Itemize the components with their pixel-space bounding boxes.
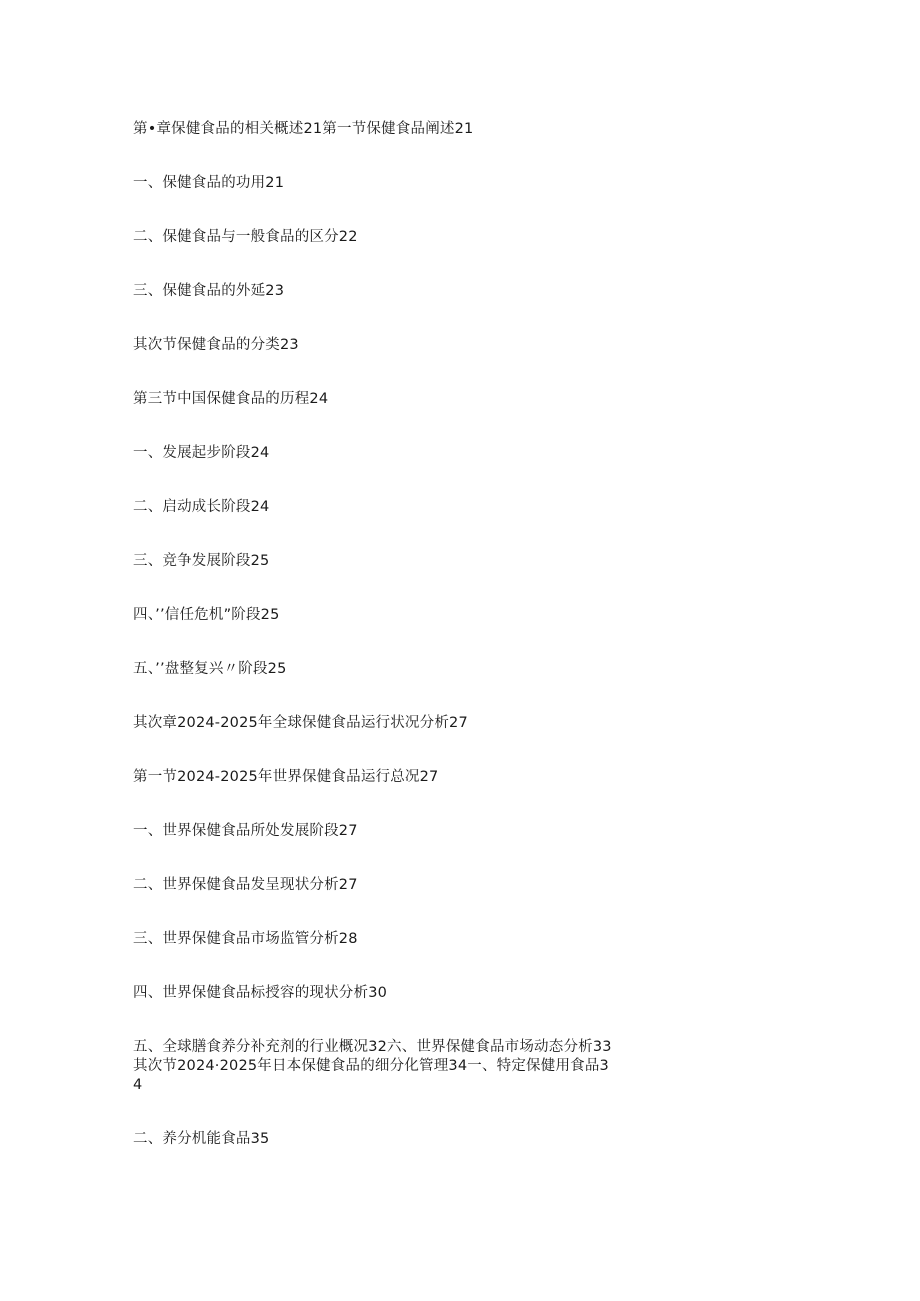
toc-entry: 三、世界保健食品市场监管分析28 xyxy=(133,931,358,947)
toc-entry: 五、’’盘整复兴〃阶段25 xyxy=(133,661,287,677)
toc-entry: 其次章2024-2025年全球保健食品运行状况分析27 xyxy=(133,715,468,731)
toc-entry: 一、世界保健食品所处发展阶段27 xyxy=(133,823,358,839)
toc-entry: 三、竞争发展阶段25 xyxy=(133,553,270,569)
toc-entry: 二、保健食品与一般食品的区分22 xyxy=(133,229,358,245)
toc-entry: 第•章保健食品的相关概述21第一节保健食品阐述21 xyxy=(133,121,474,137)
toc-entry: 二、启动成长阶段24 xyxy=(133,499,270,515)
toc-entry: 一、保健食品的功用21 xyxy=(133,175,285,191)
toc-entry: 二、养分机能食品35 xyxy=(133,1131,270,1147)
toc-entry: 其次节保健食品的分类23 xyxy=(133,337,299,353)
toc-entry: 第三节中国保健食品的历程24 xyxy=(133,391,329,407)
toc-entry: 四、’’信任危机”阶段25 xyxy=(133,607,280,623)
toc-entry: 五、全球膳食养分补充剂的行业概况32六、世界保健食品市场动态分析33其次节2024·2025年日本保健食品的细分化管理34一、特定保健用食品34 xyxy=(133,1039,612,1093)
toc-entry: 三、保健食品的外延23 xyxy=(133,283,285,299)
toc-entry: 第一节2024-2025年世界保健食品运行总况27 xyxy=(133,769,439,785)
toc-entry: 二、世界保健食品发呈现状分析27 xyxy=(133,877,358,893)
toc-entry: 一、发展起步阶段24 xyxy=(133,445,270,461)
toc-entry: 四、世界保健食品标授容的现状分析30 xyxy=(133,985,388,1001)
